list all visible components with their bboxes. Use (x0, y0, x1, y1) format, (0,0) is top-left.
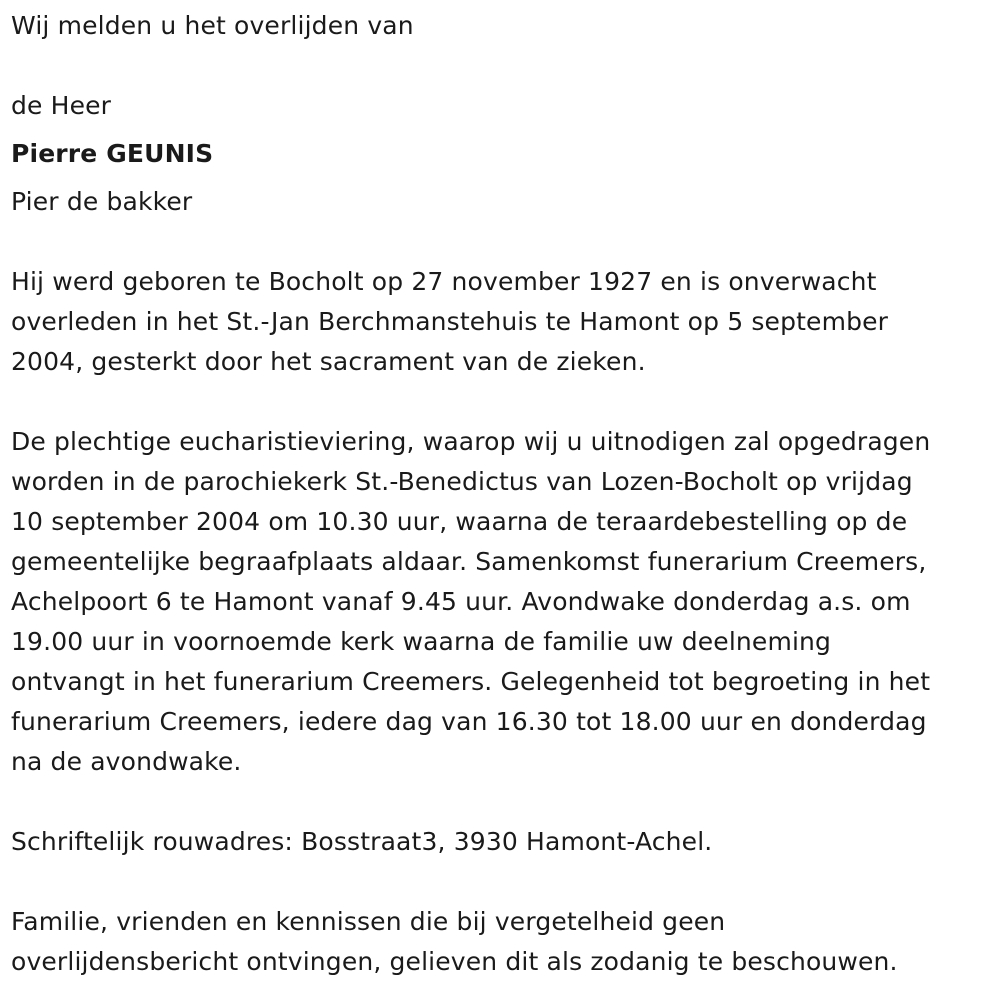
ceremony-line-1: De plechtige eucharistieviering, waarop wij u uitnodigen zal opgedragen (11, 427, 931, 456)
birth-line-1: Hij werd geboren te Bocholt op 27 november 1927 en is onverwacht (11, 267, 877, 296)
birth-line-2: overleden in het St.-Jan Berchmanstehuis te Hamont op 5 september (11, 307, 889, 336)
salutation: de Heer (11, 91, 112, 120)
ceremony-line-7: ontvangt in het funerarium Creemers. Gelegenheid tot begroeting in het (11, 667, 931, 696)
intro-line: Wij melden u het overlijden van (11, 11, 414, 40)
deceased-name: Pierre GEUNIS (11, 139, 214, 168)
closing-line-1: Familie, vrienden en kennissen die bij vergetelheid geen (11, 907, 726, 936)
ceremony-line-2: worden in de parochiekerk St.-Benedictus van Lozen-Bocholt op vrijdag (11, 467, 913, 496)
ceremony-line-8: funerarium Creemers, iedere dag van 16.30 tot 18.00 uur en donderdag (11, 707, 927, 736)
nickname: Pier de bakker (11, 187, 193, 216)
address-line: Schriftelijk rouwadres: Bosstraat3, 3930 Hamont-Achel. (11, 827, 713, 856)
ceremony-line-5: Achelpoort 6 te Hamont vanaf 9.45 uur. Avondwake donderdag a.s. om (11, 587, 911, 616)
ceremony-line-9: na de avondwake. (11, 747, 242, 776)
ceremony-line-3: 10 september 2004 om 10.30 uur, waarna de teraardebestelling op de (11, 507, 908, 536)
ceremony-line-4: gemeentelijke begraafplaats aldaar. Samenkomst funerarium Creemers, (11, 547, 927, 576)
birth-line-3: 2004, gesterkt door het sacrament van de zieken. (11, 347, 646, 376)
ceremony-line-6: 19.00 uur in voornoemde kerk waarna de familie uw deelneming (11, 627, 832, 656)
closing-line-2: overlijdensbericht ontvingen, gelieven dit als zodanig te beschouwen. (11, 947, 898, 976)
